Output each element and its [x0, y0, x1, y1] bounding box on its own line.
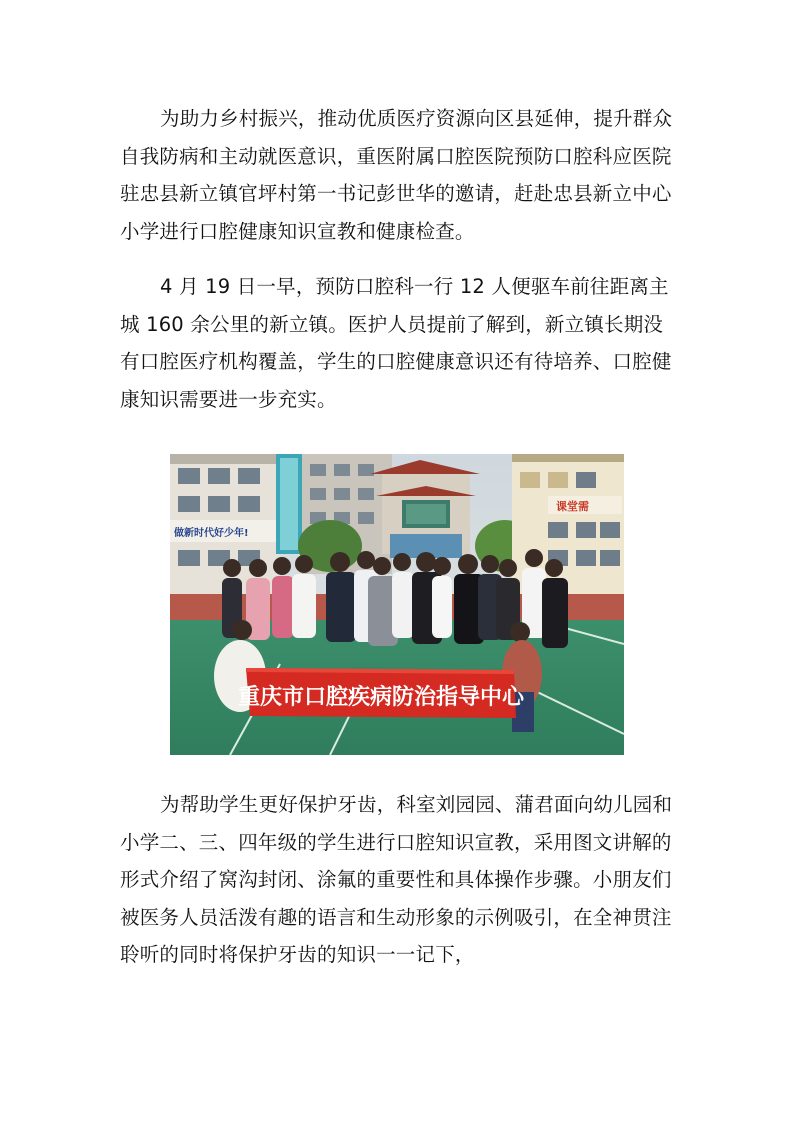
group-photo [170, 454, 624, 755]
paragraph-2: 4 月 19 日一早，预防口腔科一行 12 人便驱车前往距离主城 160 余公里的新立镇。医护人员提前了解到，新立镇长期没有口腔医疗机构覆盖，学生的口腔健康意识还有待培养、口腔健康知识需要进一步充实。 [120, 275, 672, 411]
paragraph-3: 为帮助学生更好保护牙齿，科室刘园园、蒲君面向幼儿园和小学二、三、四年级的学生进行口腔知识宣教，采用图文讲解的形式介绍了窝沟封闭、涂氟的重要性和具体操作步骤。小朋友们被医务人员活泼有趣的语言和生动形象的示例吸引，在全神贯注聆听的同时将保护牙齿的知识一一记下， [120, 793, 673, 967]
building-sign-right: 课堂需 [556, 500, 589, 513]
paragraph-1: 为助力乡村振兴，推动优质医疗资源向区县延伸，提升群众自我防病和主动就医意识，重医附属口腔医院预防口腔科应医院驻忠县新立镇官坪村第一书记彭世华的邀请，赶赴忠县新立中心小学进行口腔健康知识宣教和健康检查。 [120, 107, 673, 243]
building-sign-left: 做新时代好少年! [174, 528, 249, 539]
red-banner [238, 668, 525, 718]
banner-text: 重庆市口腔疾病防治指导中心 [237, 685, 525, 710]
